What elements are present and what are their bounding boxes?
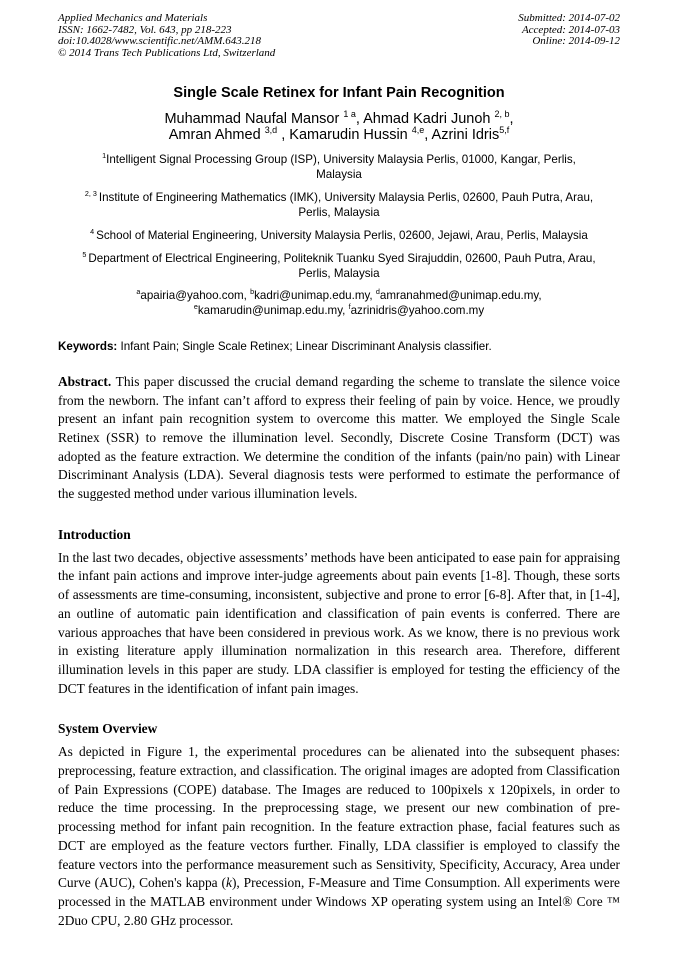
author-line-2: Amran Ahmed $^{3,d}$ , Kamarudin Hussin $^{4,e}$, Azrini Idris$^{5,f}$ (168, 125, 510, 144)
system-overview-paragraph: As depicted in Figure 1, the experimental procedures can be alienated into the subsequent phases: preprocessing, feature extraction, and classification. The original images are adopted from Classification of Pain Expressions (COPE) database. The Images are reduced to 100pixels x 120pixels, in order to reduce the time processing. In the preprocessing stage, we present our new combination of pre-processing method for infant pain recognition. In the feature extraction phase, facial features such as DCT are employed as the feature vectors further. Finally, LDA classifier is employed to classify the feature vectors into the performance measurement such as Sensitivity, Specificity, Accuracy, Area under Curve (AUC), Cohen's kappa (k), Precession, F-Measure and Time Consumption. All experiments were processed in the MATLAB environment under Windows XP operating system using an Intel® Core ™ 2Duo CPU, 2.80 GHz processor. (58, 744, 620, 928)
paper-title: Single Scale Retinex for Infant Pain Recognition (173, 84, 505, 101)
accepted-date: Accepted: 2014-07-03 (521, 23, 620, 36)
abstract: Abstract. This paper discussed the crucial demand regarding the scheme to translate the silence voice from the newborn. The infant can’t afford to express their feeling of pain by voice. Hence, we proudly present an infant pain recognition system to overcome this matter. We employed the Single Scale Retinex (SSR) to remove the illumination level. Secondly, Discrete Cosine Transform (DCT) was adopted as the feature extraction. We determine the condition of the infants (pain/no pain) with Linear Discriminant Analysis (LDA). Several diagnosis tests were performed to estimate the performance of the suggested method under various illumination levels. (58, 373, 620, 502)
submitted-date: Submitted: 2014-07-02 (518, 12, 620, 24)
author-list (58, 108, 620, 144)
journal-header (58, 13, 620, 60)
online-date: Online: 2014-09-12 (532, 35, 620, 48)
section-heading-system-overview: System Overview (58, 721, 158, 737)
author-emails: $^a$apairia@yahoo.com, $^b$kadri@unimap.edu.my, $^d$amranahmed@unimap.edu.my, $^e$kamarudin@unimap.edu.my, $^f$azrinidris@yahoo.com.my (136, 286, 542, 317)
affiliation-1: $^1$Intelligent Signal Processing Group (ISP), University Malaysia Perlis, 01000, Kangar, Perlis, Malaysia (102, 150, 576, 181)
journal-name: Applied Mechanics and Materials (58, 12, 208, 24)
author-line-1: Muhammad Naufal Mansor $^{1 a}$, Ahmad Kadri Junoh $^{2, b}$, (164, 108, 514, 127)
journal-issn-volume: ISSN: 1662-7482, Vol. 643, pp 218-223 (58, 23, 232, 36)
affiliation-5: $^5$ Department of Electrical Engineering, Politeknik Tuanku Syed Sirajuddin, 02600, Pauh Putra, Arau, Perlis, Malaysia (82, 249, 596, 280)
affiliation-2-3: $^{2, 3}$ Institute of Engineering Mathematics (IMK), University Malaysia Perlis, 02600, Pauh Putra, Arau, Perlis, Malaysia (84, 188, 594, 219)
section-heading-introduction: Introduction (58, 526, 131, 542)
keywords-line: Keywords: Infant Pain; Single Scale Retinex; Linear Discriminant Analysis classifier. (58, 339, 492, 353)
affiliation-4: $^4$ School of Material Engineering, University Malaysia Perlis, 02600, Jejawi, Arau, Perlis, Malaysia (90, 226, 588, 242)
journal-info (58, 13, 275, 60)
journal-doi: doi:10.4028/www.scientific.net/AMM.643.218 (58, 35, 261, 48)
introduction-paragraph: In the last two decades, objective assessments’ methods have been anticipated to ease pain for appraising the infant pain actions and improve inter-judge agreements about pain events [1-8]. Though, these sorts of assessments are time-consuming, inconsistent, subjective and prone to error [6-8]. After that, in [1-4], an outline of automatic pain identification and classification of pain events is conferred. There are various approaches that have been considered in previous work. As we know, there is no previous work in existing literature apply illumination normalization in this research area. Therefore, different illumination levels in this paper are study. LDA classifier is employed for testing the efficiency of the DCT features in the identification of infant pain images. (58, 549, 620, 696)
journal-copyright: © 2014 Trans Tech Publications Ltd, Switzerland (58, 47, 276, 60)
submission-dates (518, 13, 620, 60)
